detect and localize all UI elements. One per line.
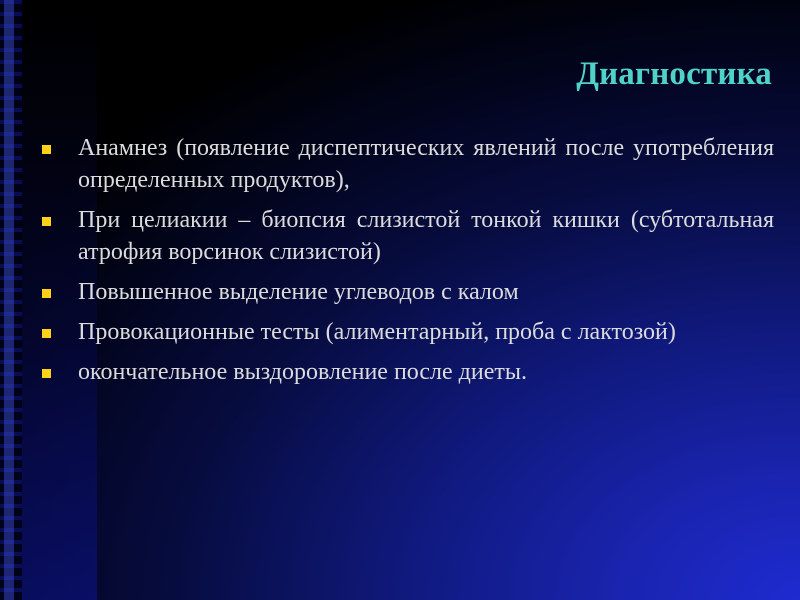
square-bullet-icon: [42, 369, 51, 378]
square-bullet-icon: [42, 217, 51, 226]
square-bullet-icon: [42, 329, 51, 338]
bullet-item-provocative-tests: [40, 316, 774, 348]
bullet-item-celiac-biopsy: [40, 204, 774, 268]
bullet-text: окончательное выздоровление после диеты.: [78, 359, 527, 385]
bullet-item-carbohydrates: [40, 276, 774, 308]
decorative-side-strip: [0, 0, 22, 600]
square-bullet-icon: [42, 289, 51, 298]
bullet-item-anamnesis: [40, 132, 774, 196]
square-bullet-icon: [42, 145, 51, 154]
bullet-list: [40, 132, 774, 396]
slide-title: Диагностика: [576, 56, 772, 92]
bullet-text: Провокационные тесты (алиментарный, проба с лактозой): [78, 319, 676, 345]
bullet-text: Анамнез (появление диспептических явлений после употребления определенных продуктов),: [78, 135, 774, 193]
bullet-text: Повышенное выделение углеводов с калом: [78, 279, 519, 305]
bullet-item-recovery: [40, 356, 774, 388]
bullet-text: При целиакии – биопсия слизистой тонкой кишки (субтотальная атрофия ворсинок слизистой): [78, 207, 774, 265]
